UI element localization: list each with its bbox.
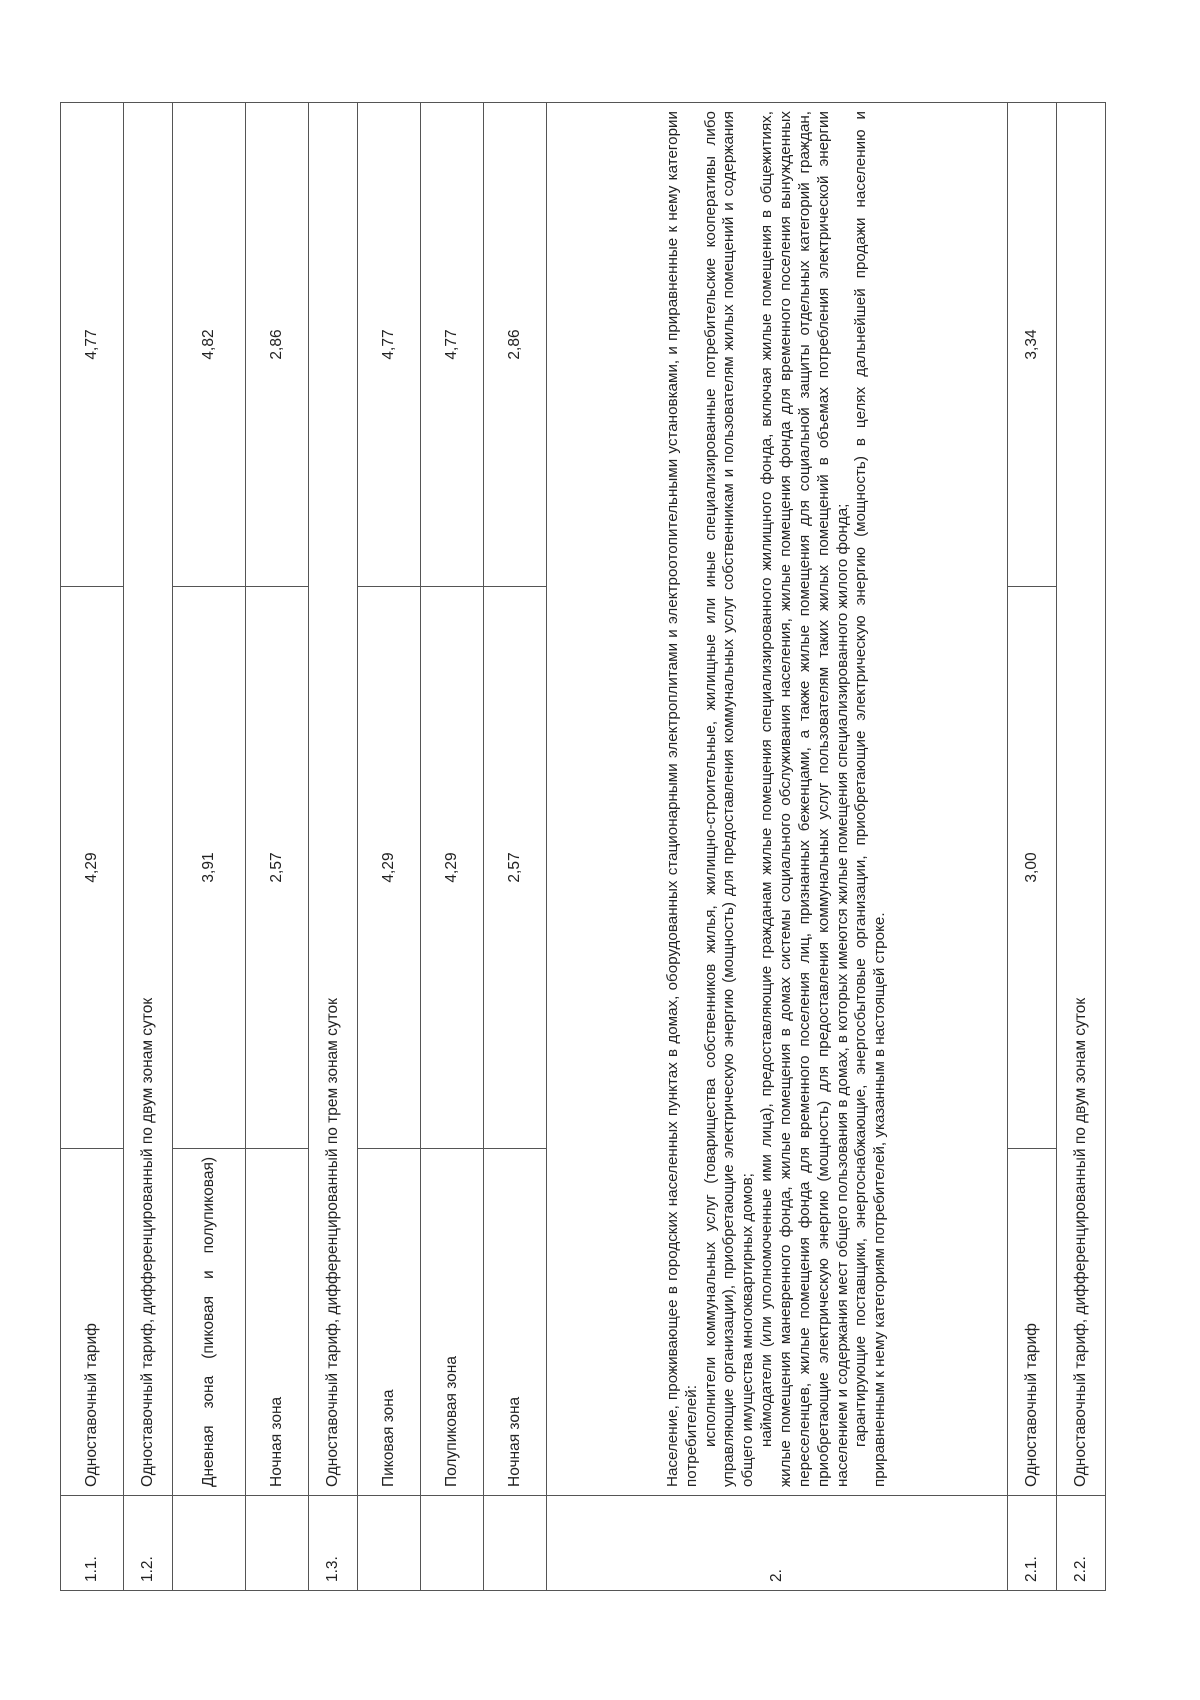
tariff-name: Полупиковая зона xyxy=(421,1149,484,1496)
tariff-name: Ночная зона xyxy=(484,1149,547,1496)
tariff-value-1: 4,29 xyxy=(358,587,421,1149)
description-paragraph: наймодатели (или уполномоченные ими лица), предоставляющие гражданам жилые помещения специализированного жилищного фонда, включая жилые помещения в общежитиях, жилые помещения маневренного фонда, жилые помещения в домах системы социального обслуживания населения, жилые помещения фонда для временного поселения вынужденных переселенцев, жилые помещения фонда для временного поселения лиц, признанных беженцами, а также жилые помещения для социальной защиты отдельных категорий граждан, приобретающие электрическую энергию (мощность) для предоставления коммунальных услуг пользователям таких жилых помещений в объемах потребления электрической энергии населением и содержания мест общего пользования в домах, в которых имеются жилые помещения специализированного жилого фонда; xyxy=(758,111,851,1487)
row-number xyxy=(173,1496,246,1591)
tariff-value-2: 4,77 xyxy=(358,103,421,587)
row-number: 1.1. xyxy=(61,1496,124,1591)
tariff-value-1: 3,00 xyxy=(1008,587,1057,1149)
row-number xyxy=(358,1496,421,1591)
tariff-value-1: 4,29 xyxy=(61,587,124,1149)
tariff-value-2: 3,34 xyxy=(1008,103,1057,587)
rotated-table-container xyxy=(60,102,1089,1591)
tariff-name: Одноставочный тариф xyxy=(61,1149,124,1496)
section-heading: Одноставочный тариф, дифференцированный по двум зонам суток xyxy=(124,103,173,1496)
table-row xyxy=(173,103,246,1591)
tariff-name: Дневная зона (пиковая и полупиковая) xyxy=(173,1149,246,1496)
tariff-value-1: 3,91 xyxy=(173,587,246,1149)
table-row xyxy=(421,103,484,1591)
tariff-value-2: 4,77 xyxy=(61,103,124,587)
tariff-value-2: 2,86 xyxy=(484,103,547,587)
table-row xyxy=(484,103,547,1591)
table-row xyxy=(547,103,1008,1591)
tariff-name: Ночная зона xyxy=(246,1149,309,1496)
tariff-name: Пиковая зона xyxy=(358,1149,421,1496)
table-row xyxy=(124,103,173,1591)
row-number: 2.1. xyxy=(1008,1496,1057,1591)
table-row xyxy=(1008,103,1057,1591)
row-number: 2.2. xyxy=(1057,1496,1106,1591)
row-number: 1.2. xyxy=(124,1496,173,1591)
tariff-value-2: 2,86 xyxy=(246,103,309,587)
tariff-name: Одноставочный тариф xyxy=(1008,1149,1057,1496)
row-number: 2. xyxy=(547,1496,1008,1591)
description-paragraph: гарантирующие поставщики, энергоснабжающие, энергосбытовые организации, приобретающие электрическую энергию (мощность) в целях дальнейшей продажи населению и приравненным к нему категориям потребителей, указанным в настоящей строке. xyxy=(852,111,889,1487)
consumer-category-description xyxy=(547,103,1008,1496)
table-row xyxy=(358,103,421,1591)
description-paragraph: Население, проживающее в городских населенных пунктах в домах, оборудованных стационарными электроплитами и электроотопительными установками, и приравненные к нему категории потребителей: xyxy=(663,111,700,1487)
table-row xyxy=(1057,103,1106,1591)
row-number xyxy=(421,1496,484,1591)
row-number xyxy=(246,1496,309,1591)
table-row xyxy=(246,103,309,1591)
tariff-value-1: 2,57 xyxy=(246,587,309,1149)
description-paragraph: исполнители коммунальных услуг (товарищества собственников жилья, жилищно-строительные, жилищные или иные специализированные потребительские кооперативы либо управляющие организации), приобретающие электрическую энергию (мощность) для предоставления коммунальных услуг собственникам и пользователям жилых помещений и содержания общего имущества многоквартирных домов; xyxy=(701,111,757,1487)
table-row xyxy=(61,103,124,1591)
tariff-value-1: 4,29 xyxy=(421,587,484,1149)
tariff-value-2: 4,82 xyxy=(173,103,246,587)
tariff-table xyxy=(60,102,1106,1591)
section-heading: Одноставочный тариф, дифференцированный по трем зонам суток xyxy=(309,103,358,1496)
tariff-value-2: 4,77 xyxy=(421,103,484,587)
row-number xyxy=(484,1496,547,1591)
tariff-value-1: 2,57 xyxy=(484,587,547,1149)
table-row xyxy=(309,103,358,1591)
row-number: 1.3. xyxy=(309,1496,358,1591)
section-heading: Одноставочный тариф, дифференцированный по двум зонам суток xyxy=(1057,103,1106,1496)
